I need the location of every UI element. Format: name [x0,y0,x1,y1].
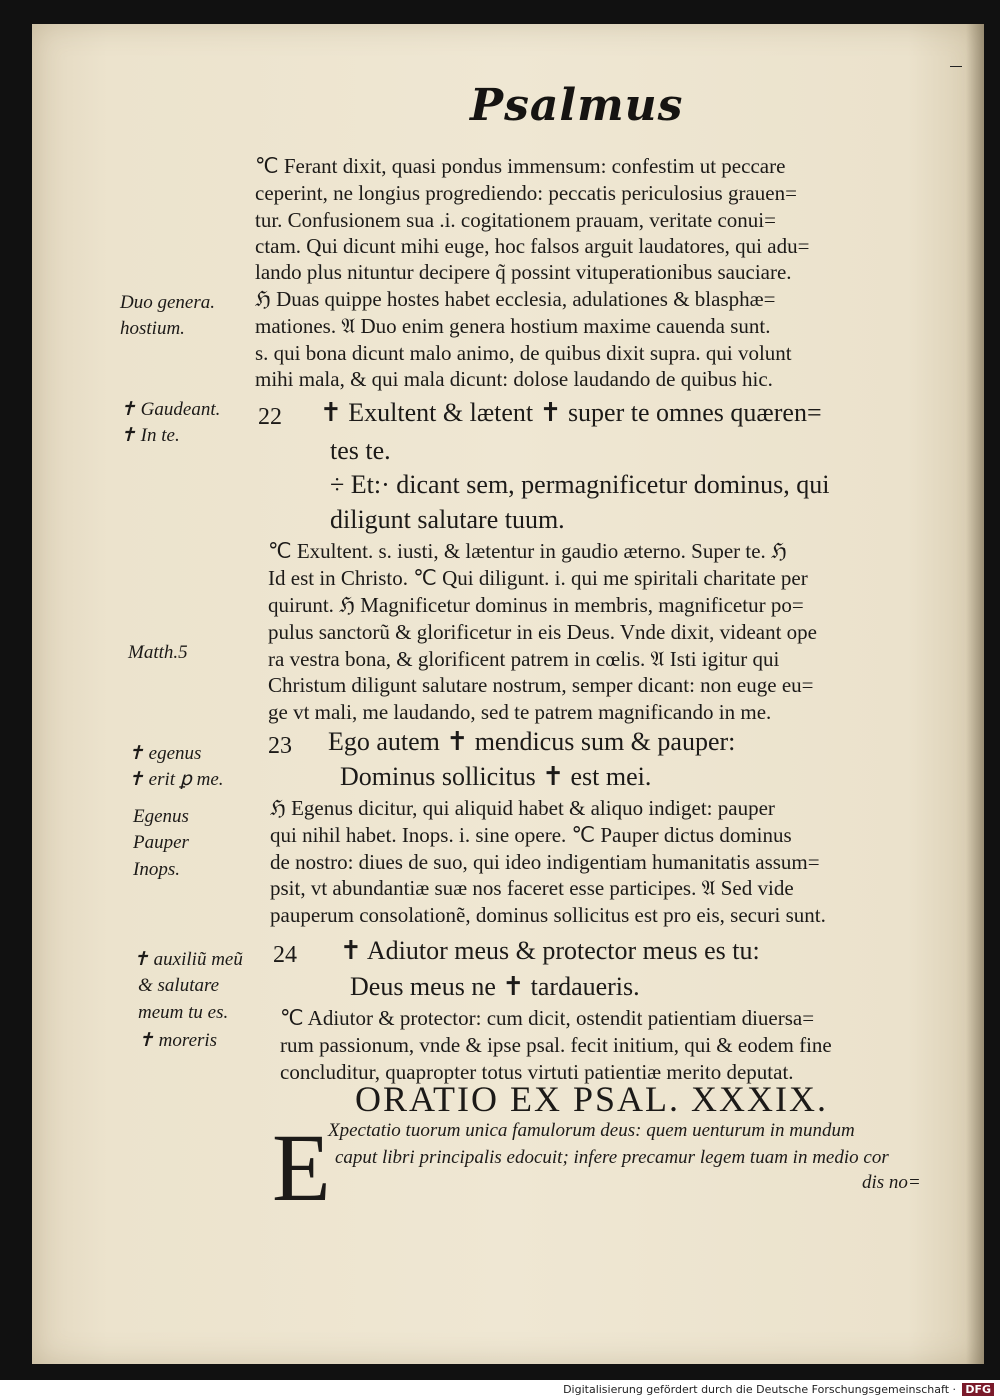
margin-note: meum tu es. [138,1002,229,1023]
footer-bar [0,1380,1000,1400]
footer-credit: Digitalisierung gefördert durch die Deutsche Forschungsgemeinschaft · [563,1383,956,1396]
commentary-line: quirunt. ℌ Magnificetur dominus in membris, magnificetur po= [268,593,804,617]
corner-mark [950,66,962,67]
verse-number: 24 [273,942,297,968]
commentary-line: ge vt mali, me laudando, sed te patrem magnificando in me. [268,700,772,724]
page-edge-shadow [966,24,984,1364]
commentary-line: Id est in Christo. ℃ Qui diligunt. i. qui me spiritali charitate per [268,566,808,590]
verse-line: ✝ Exultent & lætent ✝ super te omnes quæren= [320,398,822,427]
verse-line: Deus meus ne ✝ tardaueris. [350,972,640,1001]
oratio-line: Xpectatio tuorum unica famulorum deus: quem uenturum in mundum [328,1120,855,1141]
commentary-line: ℃ Ferant dixit, quasi pondus immensum: confestim ut peccare [255,154,786,178]
commentary-line: s. qui bona dicunt malo animo, de quibus dixit supra. qui volunt [255,341,792,365]
dfg-logo: DFG [962,1383,994,1396]
commentary-line: mihi mala, & qui mala dicunt: dolose laudando de quibus hic. [255,367,773,391]
commentary-line: psit, vt abundantiæ suæ nos faceret esse participes. 𝔄 Sed vide [270,876,794,900]
margin-note: ✝ erit ꝑ me. [128,769,224,790]
oratio-title: ORATIO EX PSAL. XXXIX. [355,1079,828,1119]
commentary-line: de nostro: diues de suo, qui ideo indigentiam humanitatis assum= [270,850,820,874]
commentary-line: tur. Confusionem sua .i. cogitationem prauam, veritate conui= [255,208,776,232]
commentary-line: qui nihil habet. Inops. i. sine opere. ℃ Pauper dictus dominus [270,823,792,847]
verse-line: Dominus sollicitus ✝ est mei. [340,762,652,791]
commentary-line: ℌ Duas quippe hostes habet ecclesia, adulationes & blasphæ= [255,287,776,311]
oratio-line: dis no= [862,1172,921,1193]
oratio-line: caput libri principalis edocuit; infere precamur legem tuam in medio cor [335,1147,889,1168]
commentary-line: concluditur, quapropter totus virtuti patientiæ merito deputat. [280,1060,794,1084]
commentary-line: mationes. 𝔄 Duo enim genera hostium maxime cauenda sunt. [255,314,771,338]
commentary-line: ra vestra bona, & glorificent patrem in cœlis. 𝔄 Isti igitur qui [268,647,780,671]
margin-note: ✝ Gaudeant. [120,399,221,420]
margin-note: hostium. [120,318,185,339]
margin-note: Matth.5 [128,642,188,663]
drop-cap: E [272,1114,331,1221]
commentary-line: rum passionum, vnde & ipse psal. fecit initium, qui & eodem fine [280,1033,832,1057]
margin-note: Egenus [133,806,189,827]
verse-number: 22 [258,404,282,430]
commentary-line: Christum diligunt salutare nostrum, semper dicant: non euge eu= [268,673,814,697]
commentary-line: lando plus nituntur decipere q̃ possint vituperationibus sauciare. [255,260,792,284]
margin-note: ✝ moreris [138,1030,218,1051]
verse-line: ✝ Adiutor meus & protector meus es tu: [340,936,760,965]
commentary-line: pulus sanctorũ & glorificetur in eis Deus. Vnde dixit, videant ope [268,620,818,644]
margin-note: ✝ auxiliũ meũ [133,949,243,970]
commentary-line: ℃ Adiutor & protector: cum dicit, ostendit patientiam diuersa= [280,1006,815,1030]
verse-line: diligunt salutare tuum. [330,505,565,534]
margin-note: Pauper [133,832,189,853]
margin-note: ✝ In te. [120,425,180,446]
commentary-line: ℃ Exultent. s. iusti, & lætentur in gaudio æterno. Super te. ℌ [268,539,787,563]
commentary-line: pauperum consolationẽ, dominus sollicitus est pro eis, securi sunt. [270,903,826,927]
margin-note: & salutare [138,975,220,996]
margin-note: Duo genera. [120,292,215,313]
page-heading: Psalmus [470,80,684,131]
commentary-line: ℌ Egenus dicitur, qui aliquid habet & aliquo indiget: pauper [270,796,775,820]
verse-number: 23 [268,733,292,759]
commentary-line: ceperint, ne longius progrediendo: peccatis periculosius grauen= [255,181,797,205]
verse-line: ÷ Et:· dicant sem, permagnificetur dominus, qui [330,470,830,499]
verse-line: tes te. [330,436,391,465]
margin-note: Inops. [133,859,180,880]
margin-note: ✝ egenus [128,743,202,764]
verse-line: Ego autem ✝ mendicus sum & pauper: [328,727,736,756]
commentary-line: ctam. Qui dicunt mihi euge, hoc falsos arguit laudatores, qui adu= [255,234,810,258]
